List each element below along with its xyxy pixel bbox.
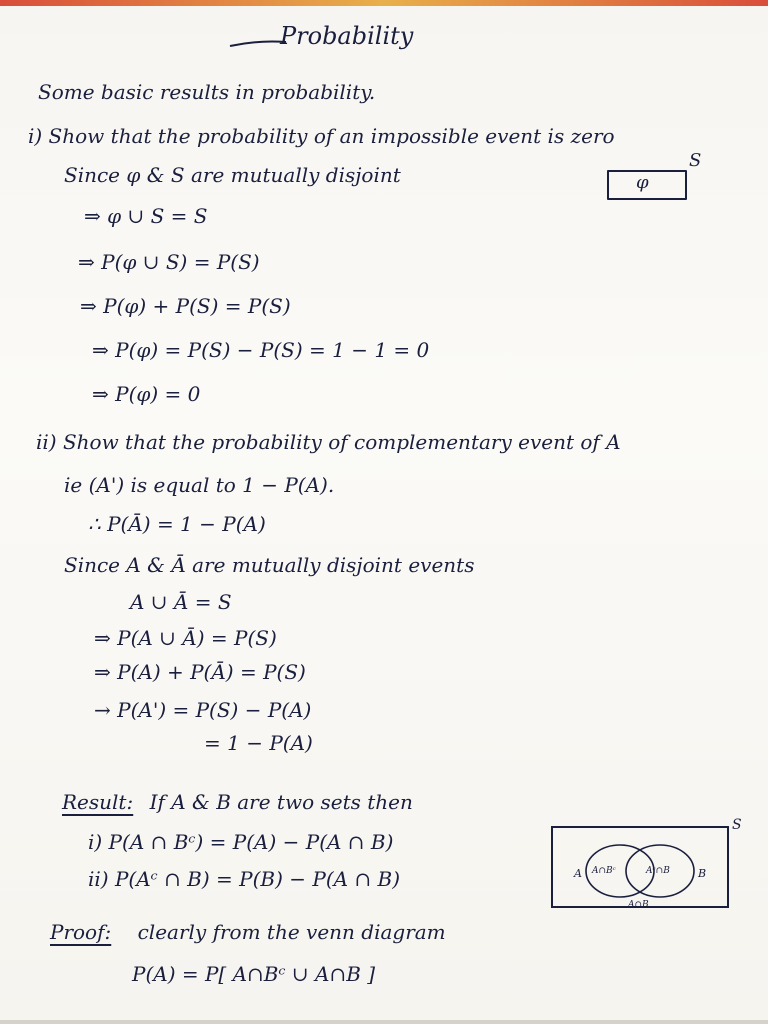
- result-label: Result:: [62, 790, 134, 814]
- part-ii-step-4: = 1 − P(A): [204, 731, 313, 755]
- part-ii-therefore: ∴ P(Ā) = 1 − P(A): [88, 512, 266, 536]
- page-bottom-edge: [0, 1020, 768, 1024]
- venn-a-label: A: [574, 867, 582, 880]
- venn-b-label: B: [698, 867, 707, 880]
- proof-text: clearly from the venn diagram: [137, 920, 446, 944]
- part-ii-heading-cont: ie (A') is equal to 1 − P(A).: [64, 473, 335, 497]
- part-ii-step-3: → P(A') = P(S) − P(A): [94, 698, 312, 722]
- proof-formula: P(A) = P[ A∩Bᶜ ∪ A∩B ]: [132, 962, 376, 986]
- page-title: Probability: [280, 22, 414, 50]
- empty-set-box-s-label: S: [689, 150, 702, 171]
- title-flourish: [228, 38, 288, 50]
- part-ii-heading: ii) Show that the probability of complementary event of A: [36, 430, 621, 454]
- subtitle: Some basic results in probability.: [38, 80, 376, 104]
- empty-set-box-label: φ: [636, 172, 649, 193]
- part-ii-step-1: ⇒ P(A ∪ Ā) = P(S): [94, 626, 277, 650]
- part-i-step-3: ⇒ P(φ) + P(S) = P(S): [80, 294, 291, 318]
- part-i-step-1: ⇒ φ ∪ S = S: [84, 204, 208, 228]
- part-ii-union: A ∪ Ā = S: [130, 590, 232, 614]
- page-top-edge: [0, 0, 768, 6]
- venn-right-region-label: Aᶜ∩B: [646, 866, 670, 876]
- result-item-2: ii) P(Aᶜ ∩ B) = P(B) − P(A ∩ B): [88, 867, 401, 891]
- result-text: If A & B are two sets then: [149, 790, 413, 814]
- part-i-heading: i) Show that the probability of an impossible event is zero: [28, 124, 615, 148]
- part-i-step-4: ⇒ P(φ) = P(S) − P(S) = 1 − 1 = 0: [92, 338, 430, 362]
- venn-left-region-label: A∩Bᶜ: [592, 866, 616, 876]
- result-item-1: i) P(A ∩ Bᶜ) = P(A) − P(A ∩ B): [88, 830, 394, 854]
- venn-overlap-label: A∩B: [628, 900, 649, 910]
- part-ii-step-2: ⇒ P(A) + P(Ā) = P(S): [94, 660, 306, 684]
- part-i-since: Since φ & S are mutually disjoint: [64, 163, 401, 187]
- part-ii-since: Since A & Ā are mutually disjoint events: [64, 553, 475, 577]
- venn-s-label: S: [732, 817, 742, 833]
- part-i-step-2: ⇒ P(φ ∪ S) = P(S): [78, 250, 260, 274]
- part-i-step-5: ⇒ P(φ) = 0: [92, 382, 201, 406]
- venn-diagram: [548, 815, 742, 915]
- proof-label: Proof:: [50, 920, 112, 944]
